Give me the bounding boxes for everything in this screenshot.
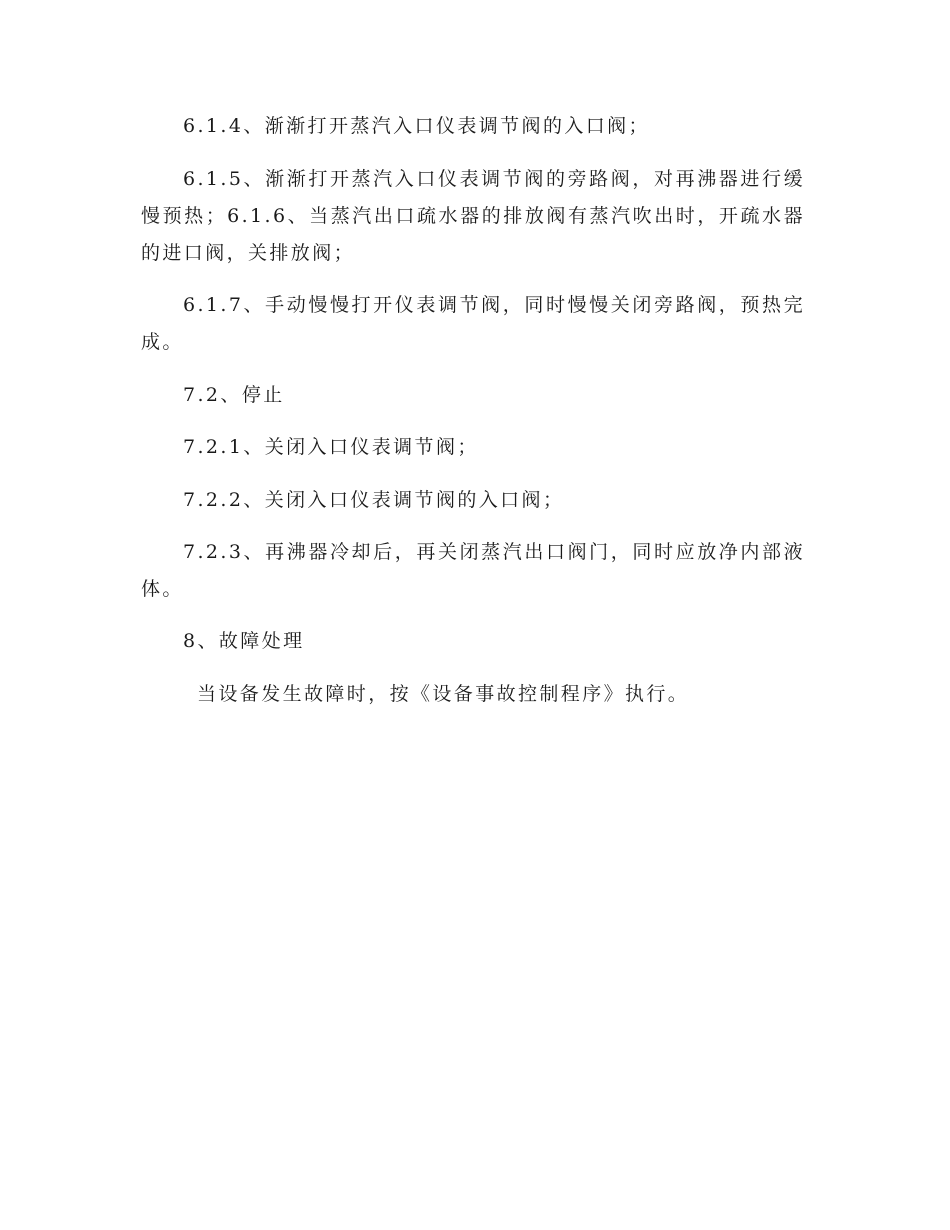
step-7-2-3: 7.2.3、再沸器冷却后，再关闭蒸汽出口阀门，同时应放净内部液体。	[141, 541, 805, 600]
step-7-2-1: 7.2.1、关闭入口仪表调节阀；	[183, 436, 479, 458]
step-7-2-2: 7.2.2、关闭入口仪表调节阀的入口阀；	[183, 489, 565, 511]
section-8-heading: 8、故障处理	[183, 630, 305, 652]
step-6-1-4: 6.1.4、渐渐打开蒸汽入口仪表调节阀的入口阀；	[183, 115, 650, 137]
fault-handling-text: 当设备发生故障时，按《设备事故控制程序》执行。	[197, 683, 690, 705]
step-6-1-5-and-6-1-6: 6.1.5、渐渐打开蒸汽入口仪表调节阀的旁路阀，对再沸器进行缓慢预热；6.1.6、当蒸汽出口疏水器的排放阀有蒸汽吹出时，开疏水器的进口阀，关排放阀；	[141, 168, 805, 264]
step-6-1-7: 6.1.7、手动慢慢打开仪表调节阀，同时慢慢关闭旁路阀，预热完成。	[141, 294, 805, 353]
section-7-2-heading: 7.2、停止	[183, 384, 285, 406]
